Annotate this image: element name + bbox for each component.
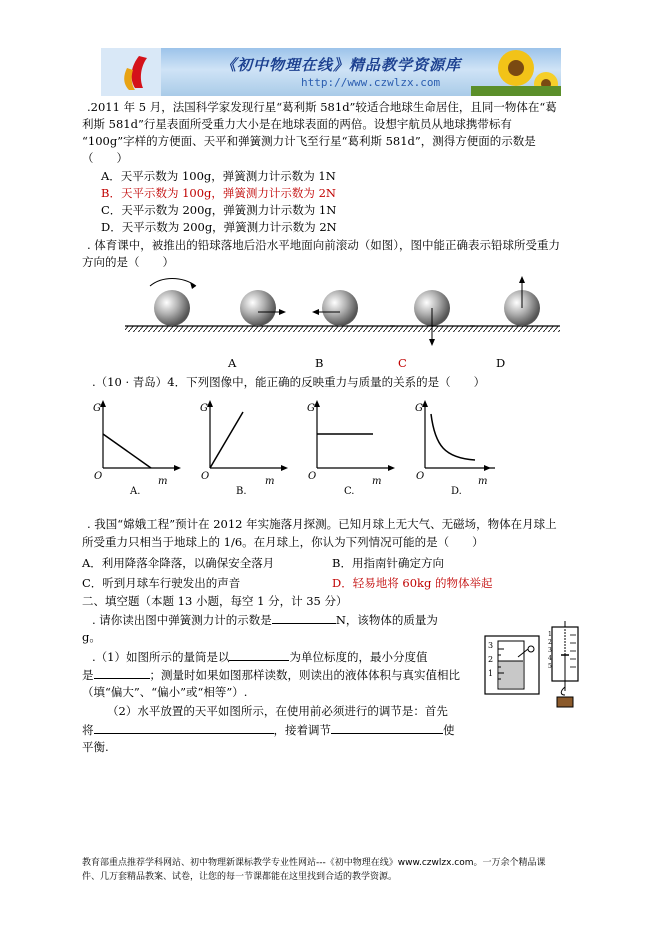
q4-option-a: A．利用降落伞降落，以确保安全落月 [82, 556, 275, 570]
q1-line3: “100g”字样的方便面、天平和弹簧测力计飞至行星“葛利斯 581d”，测得方便面的示数是 [82, 134, 536, 148]
q4-line1: . 我国“嫦娥工程”预计在 2012 年实施落月探测。已知月球上无大气、无磁场，物体在月球上 [87, 517, 557, 531]
q6-line6: 平衡. [82, 740, 109, 754]
ball-b [240, 290, 286, 326]
measuring-cylinder-figure [484, 635, 540, 695]
graph-c-label: C. [344, 486, 355, 497]
graph-b-origin: O [201, 471, 210, 482]
q1-option-b: B．天平示数为 100g，弹簧测力计示数为 2N [101, 186, 336, 200]
graph-b-xlabel: m [265, 476, 275, 487]
q6-text-2b: ；测量时如果如图那样读数，则读出的液体体积与真实值相比 [149, 668, 460, 682]
graph-b-label: B. [236, 486, 247, 497]
q4-option-d: D．轻易地将 60kg 的物体举起 [332, 576, 493, 590]
spring-tick-4: 4 [548, 655, 552, 662]
q1-option-d: D．天平示数为 200g，弹簧测力计示数为 2N [101, 220, 337, 234]
ball-a [150, 279, 196, 327]
graph-d-xlabel: m [478, 476, 488, 487]
q3-graphs [85, 398, 495, 498]
q6-text-1b: 为单位标度的，最小分度值 [289, 650, 428, 664]
spring-tick-2: 2 [548, 639, 552, 646]
q6-line3: （填“偏大”、“偏小”或“相等”）. [82, 685, 248, 699]
section-2-title: 二、填空题（本题 13 小题，每空 1 分，计 35 分） [82, 594, 348, 608]
banner-url[interactable]: http://www.czwlzx.com [301, 76, 441, 89]
header-banner [101, 48, 561, 96]
q5-line2: g。 [82, 630, 101, 644]
cylinder-tick-3: 3 [488, 641, 494, 650]
spring-tick-1: 1 [548, 631, 552, 638]
graph-c-ylabel: G [307, 403, 315, 414]
graph-a [100, 400, 181, 471]
graph-d-origin: O [416, 471, 425, 482]
q1-bracket: （ ） [82, 151, 128, 165]
q2-line2: 方向的是（ ） [82, 255, 174, 269]
graph-a-xlabel: m [158, 476, 168, 487]
q2-label-d: D [496, 356, 506, 370]
ground-c [305, 326, 395, 332]
graph-d-ylabel: G [415, 403, 423, 414]
spring-tick-3: 3 [548, 647, 552, 654]
q6-text-1a: .（1）如图所示的量筒是以 [92, 650, 230, 664]
q4-option-b: B．用指南针确定方向 [332, 556, 444, 570]
q5-text-a: . 请你读出图中弹簧测力计的示数是 [92, 613, 272, 627]
q5-line1 [92, 611, 438, 629]
ball-d [504, 276, 540, 326]
q2-label-b: B [315, 356, 324, 370]
graph-d [422, 400, 495, 471]
graph-c-origin: O [308, 471, 317, 482]
ground-d [470, 326, 560, 332]
graph-b-ylabel: G [200, 403, 208, 414]
q6-line2 [82, 666, 460, 684]
q4-option-c: C．听到月球车行驶发出的声音 [82, 576, 241, 590]
q6-text-5a: 将 [82, 723, 94, 737]
footer-line2: 件、几万套精品教案、试卷，让您的每一节课都能在这里找到合适的教学资源。 [82, 872, 398, 882]
rolling-ball-figure [120, 270, 560, 350]
cylinder-tick-1: 1 [488, 669, 494, 678]
q3-line1: .（10 · 青岛）4．下列图像中，能正确的反映重力与质量的关系的是（ ） [92, 375, 486, 389]
banner-title: 《初中物理在线》精品教学资源库 [221, 56, 462, 74]
spring-tick-5: 5 [548, 663, 552, 670]
q6-text-5c: 使 [443, 723, 455, 737]
q6-blank-unit[interactable] [229, 648, 289, 661]
ground-b [215, 326, 305, 332]
footer-line1: 教育部重点推荐学科网站、初中物理新课标教学专业性网站---《初中物理在线》www.czwlzx.com。一万余个精品课 [82, 858, 546, 868]
spring-scale-figure [548, 621, 582, 709]
ball-c [312, 290, 358, 326]
q2-label-a: A [228, 356, 237, 370]
q6-blank-first-step[interactable] [94, 721, 274, 734]
graph-a-ylabel: G [93, 403, 101, 414]
q1-line1: .2011 年 5 月，法国科学家发现行星“葛利斯 581d”较适合地球生命居住，且同一物体在“葛 [87, 100, 557, 114]
q6-blank-division[interactable] [94, 666, 150, 679]
q2-line1: . 体育课中，被推出的铅球落地后沿水平地面向前滚动（如图），图中能正确表示铅球所受重力 [87, 238, 561, 252]
graph-c [314, 400, 395, 471]
ground-a [125, 326, 215, 332]
q1-option-c: C．天平示数为 200g，弹簧测力计示数为 1N [101, 203, 337, 217]
graph-d-label: D. [451, 486, 462, 497]
graph-b [207, 400, 288, 471]
q4-line2: 所受重力只相当于地球上的 1/6。在月球上，你认为下列情况可能的是（ ） [82, 535, 484, 549]
q5-text-b: N，该物体的质量为 [335, 613, 438, 627]
graph-a-origin: O [94, 471, 103, 482]
cylinder-tick-2: 2 [488, 655, 494, 664]
graph-c-xlabel: m [372, 476, 382, 487]
q6-blank-adjust[interactable] [331, 721, 443, 734]
q1-line2: 利斯 581d”行星表面所受重力大小是在地球表面的两倍。设想宇航员从地球携带标有 [82, 117, 512, 131]
ball-c-down [390, 290, 475, 346]
q6-line1 [92, 648, 427, 666]
q6-line5 [82, 721, 455, 739]
q5-blank-reading[interactable] [272, 611, 336, 624]
q6-line4: （2）水平放置的天平如图所示，在使用前必须进行的调节是：首先 [107, 704, 448, 718]
q6-text-2a: 是 [82, 668, 94, 682]
q2-label-c: C [398, 356, 407, 370]
q6-text-5b: ，接着调节 [273, 723, 331, 737]
q1-option-a: A．天平示数为 100g，弹簧测力计示数为 1N [101, 169, 336, 183]
graph-a-label: A. [130, 486, 141, 497]
